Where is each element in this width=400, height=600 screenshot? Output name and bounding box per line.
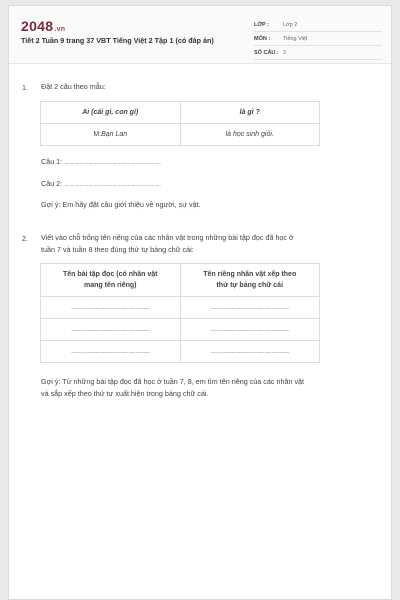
q2-cell-reading[interactable]: ...................................................................: [41, 319, 181, 341]
meta-count-value: 2: [283, 50, 287, 56]
q2-hint-line-2: và sắp xếp theo thứ tự xuất hiện trong bảng chữ cái.: [41, 388, 209, 398]
logo-main: 2048: [21, 18, 54, 34]
q2-cell-names[interactable]: ...................................................................: [180, 319, 320, 341]
q2-hint: [41, 376, 304, 399]
q1-sample-subject: [41, 124, 181, 146]
q1-prompt: Đặt 2 câu theo mẫu:: [41, 82, 106, 91]
worksheet-header: [9, 6, 391, 64]
q2-number: 2.: [22, 234, 28, 243]
table-row: [41, 341, 320, 363]
table-row: [41, 319, 320, 341]
q2-header-names-line-1: Tên riêng nhân vật xếp theo: [203, 271, 297, 278]
q1-hint: Gợi ý: Em hãy đặt câu giới thiệu về người, sự vật.: [41, 200, 201, 209]
q2-cell-reading[interactable]: ...................................................................: [41, 297, 181, 319]
table-row: [41, 297, 320, 319]
q1-sample-table: [40, 101, 320, 146]
meta-class: [254, 20, 382, 32]
q1-number: 1.: [22, 83, 28, 92]
q2-cell-names[interactable]: ...................................................................: [180, 341, 320, 363]
q1-header-predicate: là gì ?: [180, 102, 320, 124]
q1-answer-line-2[interactable]: [41, 179, 160, 188]
meta-class-key: LỚP :: [254, 22, 269, 28]
q2-header-reading-line-2: mang tên riêng): [83, 282, 137, 289]
q2-cell-reading[interactable]: ...................................................................: [41, 341, 181, 363]
page-title: Tiết 2 Tuần 9 trang 37 VBT Tiếng Việt 2 Tập 1 (có đáp án): [21, 36, 214, 45]
meta-subject: [254, 34, 382, 46]
q2-header-names: [180, 264, 320, 297]
q2-answer-table: [40, 263, 320, 363]
meta-count: [254, 48, 382, 60]
q2-prompt-line-2: tuần 7 và tuần 8 theo đúng thứ tự bảng chữ cái:: [41, 244, 194, 254]
logo-tld: .vn: [54, 26, 66, 33]
q1-header-subject: Ai (cái gì, con gì): [41, 102, 181, 124]
meta-count-key: SỐ CÂU :: [254, 50, 279, 56]
meta-class-value: Lớp 2: [283, 22, 298, 28]
worksheet-page: [8, 5, 392, 600]
q2-prompt: [41, 232, 294, 255]
meta-subject-key: MÔN :: [254, 36, 271, 42]
q2-cell-names[interactable]: ...................................................................: [180, 297, 320, 319]
q1-line2-label: Câu 2:: [41, 179, 63, 188]
q1-sample-predicate: là học sinh giỏi.: [180, 124, 320, 146]
q2-header-reading: [41, 264, 181, 297]
q1-line1-dots: ............................................................................: [64, 160, 161, 166]
q2-header-reading-line-1: Tên bài tập đọc (có nhân vật: [62, 271, 158, 278]
q2-prompt-line-1: Viết vào chỗ trống tên riêng của các nhân vật trong những bài tập đọc đã học ở: [41, 233, 294, 242]
q1-line2-dots: ............................................................................: [64, 182, 161, 188]
q1-sample-subject-text: Bạn Lan: [101, 131, 128, 138]
meta-subject-value: Tiếng Việt: [283, 36, 308, 42]
q1-line1-label: Câu 1:: [41, 157, 63, 166]
q1-answer-line-1[interactable]: [41, 157, 160, 166]
site-logo[interactable]: [21, 18, 65, 34]
q1-sample-prefix: M:: [93, 131, 102, 138]
q2-hint-line-1: Gợi ý: Từ những bài tập đọc đã học ở tuần 7, 8, em tìm tên riêng của các nhân vật: [41, 377, 305, 386]
q2-header-names-line-2: thứ tự bảng chữ cái: [216, 282, 284, 289]
